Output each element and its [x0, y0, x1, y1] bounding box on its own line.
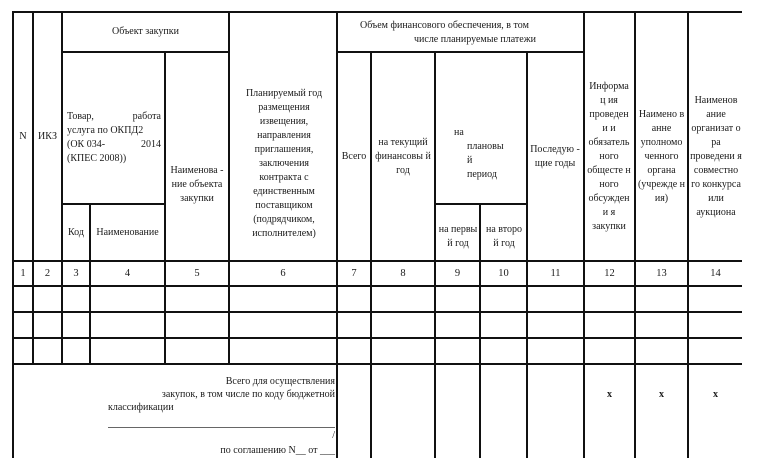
- header-following-years: Последую - щие годы: [530, 144, 580, 169]
- summary-agreement: по соглашению N__ от ___: [220, 445, 335, 456]
- column-number-1: 1: [20, 267, 26, 279]
- summary-x-col13: x: [659, 389, 664, 400]
- summary-text-1: Всего для осуществления: [225, 376, 335, 387]
- column-number-10: 10: [498, 267, 509, 279]
- header-total: Всего: [341, 151, 367, 162]
- header-planned-year: Планируемый год размещения извещения, направления приглашения, заключения контракта с единственным поставщиком (подрядчиком, исполнителем): [245, 88, 323, 239]
- header-finance-group: [338, 13, 583, 51]
- finance-text-1: Объем финансового обеспечения, в том: [360, 20, 529, 31]
- planned-period-text-4: период: [467, 169, 497, 180]
- column-number-12: 12: [604, 267, 615, 279]
- header-okpd-group: [67, 110, 161, 180]
- col-line-10: [526, 52, 528, 458]
- data-row-3-bottom: [12, 363, 742, 365]
- budget-code-line[interactable]: [108, 427, 335, 428]
- okpd-text-4: (КПЕС 2008)): [67, 153, 127, 164]
- okpd-text-1b: работа: [132, 111, 161, 122]
- col-line-7: [370, 52, 372, 458]
- column-number-3: 3: [73, 267, 79, 279]
- column-number-7: 7: [351, 267, 357, 279]
- planned-period-text-1: на: [454, 127, 464, 138]
- okpd-text-2: услуга по ОКПД2: [67, 125, 144, 136]
- object-group-divider: [61, 51, 229, 53]
- summary-x-col12: x: [607, 389, 612, 400]
- column-number-11: 11: [550, 267, 561, 279]
- okpd-text-3b: 2014: [141, 139, 161, 150]
- column-number-4: 4: [124, 267, 131, 279]
- header-name: Наименование: [96, 226, 159, 238]
- column-number-2: 2: [44, 267, 51, 279]
- col-line-2: [61, 11, 63, 364]
- header-ikz: ИКЗ: [38, 130, 57, 142]
- column-number-6: 6: [280, 267, 286, 279]
- header-planned-period: [436, 54, 526, 203]
- column-number-8: 8: [400, 267, 406, 279]
- header-object-name: Наименова - ние объекта закупки: [170, 165, 224, 204]
- col-line-5: [228, 11, 230, 364]
- planned-period-text-2: плановы: [467, 141, 504, 152]
- table-row[interactable]: [14, 313, 742, 337]
- header-code: Код: [68, 226, 84, 238]
- finance-text-2: числе планируемые платежи: [414, 34, 536, 45]
- header-authorized-body: Наимено в анне уполномо ченного органа (учрежде н ия): [637, 109, 686, 204]
- okpd-text-1a: Товар,: [67, 111, 94, 122]
- finance-group-divider: [336, 51, 584, 53]
- column-number-9: 9: [454, 267, 461, 279]
- planned-period-text-3: й: [467, 155, 473, 166]
- header-second-year: на второ й год: [485, 223, 522, 249]
- summary-slash: /: [332, 430, 335, 441]
- column-number-13: 13: [656, 267, 667, 279]
- table-row[interactable]: [14, 287, 742, 311]
- summary-label: [108, 375, 335, 414]
- header-first-year: на первы й год: [438, 223, 478, 249]
- header-object-group: Объект закупки: [112, 26, 179, 37]
- header-n: N: [19, 130, 27, 142]
- summary-x-col14: x: [713, 389, 718, 400]
- header-public-discussion: Информа ц ия проведен и и обязатель ного общесте н ного обсужден и я закупки: [587, 81, 631, 232]
- okpd-text-3a: (ОК 034-: [67, 139, 106, 150]
- header-current-year: на текущий финансовы й год: [375, 137, 431, 176]
- header-joint-organizer: Наименов ание организат о ра проведени я совместно го конкурса или аукциона: [690, 95, 742, 218]
- summary-text-3: классификации: [108, 402, 174, 413]
- column-number-5: 5: [194, 267, 200, 279]
- table-row[interactable]: [14, 339, 742, 363]
- summary-text-2: закупок, в том числе по коду бюджетной: [161, 389, 335, 400]
- column-number-14: 14: [710, 267, 721, 279]
